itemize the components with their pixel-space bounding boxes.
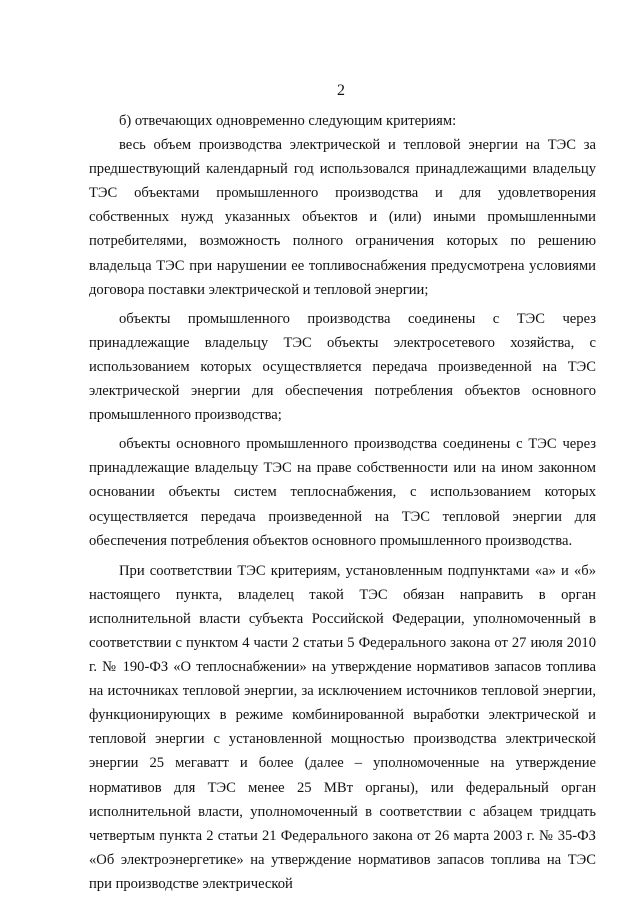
page-number: 2 — [337, 82, 345, 99]
paragraph-production-volume: весь объем производства электрической и тепловой энергии на ТЭС за предшествующий календарный год использовался принадлежащими владельцу ТЭС объектами промышленного производства и для удовлетворения собственных нужд указанных объектов и (или) иными промышленными потребителями, возможность полного ограничения которых по решению владельца ТЭС при нарушении ее топливоснабжения предусмотрена условиями договора поставки электрической и тепловой энергии; — [89, 137, 596, 298]
paragraph-owner-obligation: При соответствии ТЭС критериям, установленным подпунктами «а» и «б» настоящего пункта, владелец такой ТЭС обязан направить в орган исполнительной власти субъекта Российской Федерации, уполномоченный в соответствии с пунктом 4 части 2 статьи 5 Федерального закона от 27 июля 2010 г. № 190-ФЗ «О теплоснабжении» на утверждение нормативов запасов топлива на источниках тепловой энергии, за исключением источников тепловой энергии, функционирующих в режиме комбинированной выработки электрической и тепловой энергии с установленной мощностью производства электрической энергии 25 мегаватт и более (далее – уполномоченные на утверждение нормативов для ТЭС менее 25 МВт органы), или федеральный орган исполнительной власти, уполномоченный в соответствии с абзацем тридцать четвертым пункта 2 статьи 21 Федерального закона от 26 марта 2003 г. № 35-ФЗ «Об электроэнергетике» на утверждение нормативов запасов топлива на ТЭС при производстве электрической — [89, 562, 596, 892]
paragraph-electric-grid: объекты промышленного производства соединены с ТЭС через принадлежащие владельцу ТЭС объекты электросетевого хозяйства, с использованием которых осуществляется передача произведенной на ТЭС электрической энергии для обеспечения потребления объектов основного промышленного производства; — [89, 310, 596, 424]
body-text — [89, 109, 596, 896]
paragraph-heat-supply: объекты основного промышленного производства соединены с ТЭС через принадлежащие владельцу ТЭС на праве собственности или на ином законном основании объекты систем теплоснабжения, с использованием которых осуществляется передача произведенной на ТЭС тепловой энергии для обеспечения потребления объектов основного промышленного производства. — [89, 436, 596, 549]
paragraph-criteria-intro: б) отвечающих одновременно следующим критериям: — [119, 113, 457, 129]
